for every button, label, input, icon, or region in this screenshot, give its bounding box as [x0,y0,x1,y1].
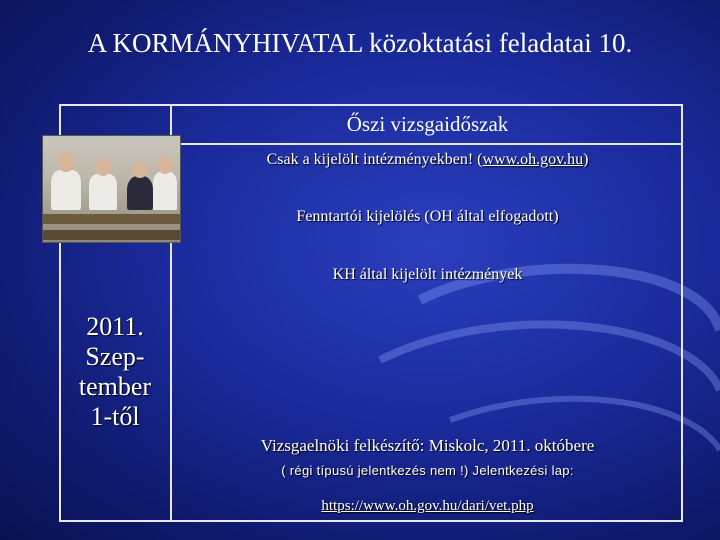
date-line: Szep- [85,342,145,371]
maintainer-designation-text: Fenntartói kijelölés (OH által elfogadott) [296,208,559,225]
date-line: tember [78,372,152,401]
designated-institutions-note [172,151,683,169]
note-prefix: Csak a kijelölt intézményekben! ( [266,151,483,168]
registration-note: ( régi típusú jelentkezés nem !) Jelentkezési lap: [281,463,574,478]
kh-designated-text: KH által kijelölt intézmények [332,266,523,283]
examiner-training-text: Vizsgaelnöki felkészítő: Miskolc, 2011. októbere [260,436,595,455]
classroom-photo [42,135,181,243]
table-header-divider [170,143,683,145]
slide-title: A KORMÁNYHIVATAL közoktatási feladatai 10. [87,28,633,58]
oh-website-link[interactable]: www.oh.gov.hu [482,151,584,168]
note-suffix: ) [583,151,589,168]
date-line: 2011. [86,312,144,341]
date-line: 1-től [90,402,140,431]
start-date [60,312,170,432]
exam-period-heading: Őszi vizsgaidőszak [346,112,509,136]
registration-form-link[interactable]: https://www.oh.gov.hu/dari/vet.php [321,498,534,514]
